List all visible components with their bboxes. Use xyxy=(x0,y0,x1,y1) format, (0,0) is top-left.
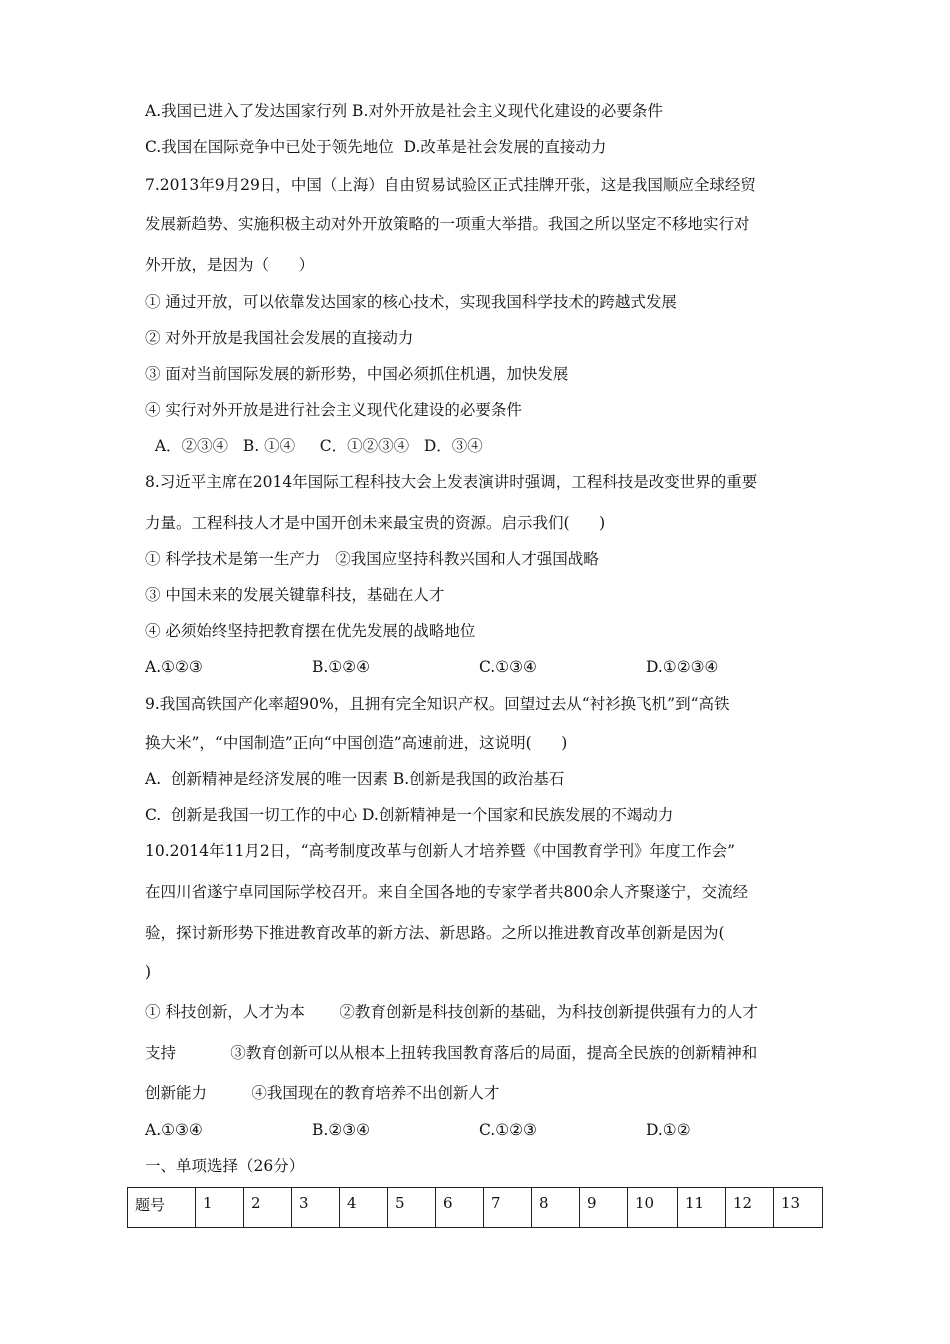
q10-stem-line1: 10.2014年11月2日，“高考制度改革与创新人才培养暨《中国教育学刊》年度工作会” xyxy=(145,842,736,860)
q10-option-a: A.①③④ xyxy=(145,1121,203,1139)
answer-cell-6: 6 xyxy=(436,1188,484,1228)
q8-item-2: ③ 中国未来的发展关键靠科技，基础在人才 xyxy=(145,586,445,604)
answer-cell-11: 11 xyxy=(678,1188,726,1228)
answer-grid-row xyxy=(128,1188,823,1228)
answer-cell-1: 1 xyxy=(196,1188,244,1228)
answer-grid xyxy=(127,1187,823,1228)
q9-stem-line2: 换大米”，“中国制造”正向“中国创造”高速前进，这说明( ) xyxy=(145,734,568,752)
q10-stem-line4: ) xyxy=(145,963,152,981)
q9-stem-line1: 9.我国高铁国产化率超90%，且拥有完全知识产权。回望过去从“衬衫换飞机”到“高铁 xyxy=(145,695,730,713)
answer-cell-2: 2 xyxy=(244,1188,292,1228)
answer-cell-7: 7 xyxy=(484,1188,532,1228)
answer-cell-4: 4 xyxy=(340,1188,388,1228)
q7-item-3: ③ 面对当前国际发展的新形势，中国必须抓住机遇，加快发展 xyxy=(145,365,569,383)
q7-stem-line1: 7.2013年9月29日，中国（上海）自由贸易试验区正式挂牌开张，这是我国顺应全球经贸 xyxy=(145,176,756,194)
q6-options-line1: A.我国已进入了发达国家行列 B.对外开放是社会主义现代化建设的必要条件 xyxy=(145,102,663,120)
answer-section-title: 一、单项选择（26分） xyxy=(145,1157,305,1175)
answer-cell-12: 12 xyxy=(726,1188,774,1228)
answer-cell-8: 8 xyxy=(532,1188,580,1228)
answer-cell-13: 13 xyxy=(774,1188,823,1228)
q8-option-d: D.①②③④ xyxy=(646,658,719,676)
q8-item-3: ④ 必须始终坚持把教育摆在优先发展的战略地位 xyxy=(145,622,476,640)
q9-options-line2: C. 创新是我国一切工作的中心 D.创新精神是一个国家和民族发展的不竭动力 xyxy=(145,806,674,824)
q10-item-line3: 创新能力 ④我国现在的教育培养不出创新人才 xyxy=(145,1084,500,1102)
q8-stem-line2: 力量。工程科技人才是中国开创未来最宝贵的资源。启示我们( ) xyxy=(145,514,606,532)
q7-options: A．②③④ B. ①④ C．①②③④ D．③④ xyxy=(145,437,483,455)
q8-option-b: B.①②④ xyxy=(312,658,371,676)
answer-cell-9: 9 xyxy=(580,1188,628,1228)
q6-options-line2: C.我国在国际竞争中已处于领先地位 D.改革是社会发展的直接动力 xyxy=(145,138,607,156)
answer-cell-5: 5 xyxy=(388,1188,436,1228)
q7-item-1: ① 通过开放，可以依靠发达国家的核心技术，实现我国科学技术的跨越式发展 xyxy=(145,293,677,311)
q7-stem-line2: 发展新趋势、实施积极主动对外开放策略的一项重大举措。我国之所以坚定不移地实行对 xyxy=(145,215,750,233)
q8-option-a: A.①②③ xyxy=(145,658,203,676)
answer-grid-header: 题号 xyxy=(128,1188,196,1228)
answer-cell-10: 10 xyxy=(628,1188,678,1228)
q7-stem-line3: 外开放，是因为（ ） xyxy=(145,256,315,274)
q8-stem-line1: 8.习近平主席在2014年国际工程科技大会上发表演讲时强调，工程科技是改变世界的重要 xyxy=(145,473,758,491)
answer-cell-3: 3 xyxy=(292,1188,340,1228)
q8-item-1: ① 科学技术是第一生产力 ②我国应坚持科教兴国和人才强国战略 xyxy=(145,550,599,568)
q9-options-line1: A. 创新精神是经济发展的唯一因素 B.创新是我国的政治基石 xyxy=(145,770,565,788)
q10-item-line1: ① 科技创新，人才为本 ②教育创新是科技创新的基础，为科技创新提供强有力的人才 xyxy=(145,1003,758,1021)
q10-option-b: B.②③④ xyxy=(312,1121,371,1139)
q10-item-line2: 支持 ③教育创新可以从根本上扭转我国教育落后的局面，提高全民族的创新精神和 xyxy=(145,1044,758,1062)
q10-option-c: C.①②③ xyxy=(479,1121,537,1139)
q10-stem-line3: 验，探讨新形势下推进教育改革的新方法、新思路。之所以推进教育改革创新是因为( xyxy=(145,924,725,942)
q8-option-c: C.①③④ xyxy=(479,658,537,676)
q10-option-d: D.①② xyxy=(646,1121,691,1139)
q7-item-2: ② 对外开放是我国社会发展的直接动力 xyxy=(145,329,414,347)
q10-stem-line2: 在四川省遂宁卓同国际学校召开。来自全国各地的专家学者共800余人齐聚遂宁，交流经 xyxy=(145,883,749,901)
q7-item-4: ④ 实行对外开放是进行社会主义现代化建设的必要条件 xyxy=(145,401,522,419)
